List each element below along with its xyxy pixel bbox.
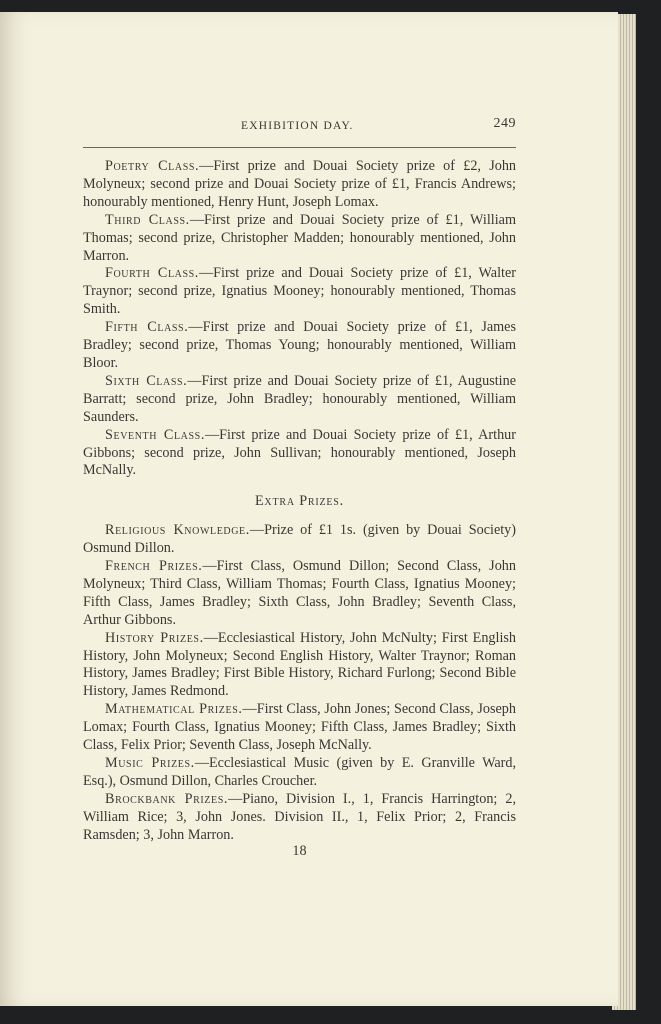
class-label: Fourth Class. bbox=[105, 265, 199, 282]
prize-label: Mathematical Prizes. bbox=[105, 701, 243, 718]
prize-label: History Prizes. bbox=[105, 629, 204, 646]
extra-prize-paragraph bbox=[83, 630, 516, 702]
prize-text: —Ecclesiastical History, John McNulty; First English History, John Molyneux; Second English History, Walter Traynor; Roman History, James Bradley; First Bible History, Richard Furlong; Second Bible History, James Redmond. bbox=[83, 629, 517, 700]
extra-prize-paragraph bbox=[83, 791, 516, 845]
extra-prize-paragraph bbox=[83, 522, 516, 558]
class-label: Poetry Class. bbox=[105, 158, 200, 174]
prize-text: —Piano, Division I., 1, Francis Harrington; 2, William Rice; 3, John Jones. Division II., 1, Felix Prior; 2, Francis Ramsden; 3, John Marron. bbox=[83, 790, 516, 843]
class-label: Sixth Class. bbox=[105, 372, 188, 389]
class-text: —First prize and Douai Society prize of £1, Arthur Gibbons; second prize, John Sullivan; honourably mentioned, Joseph McNally. bbox=[83, 426, 516, 479]
prize-text: —Ecclesiastical Music (given by E. Granville Ward, Esq.), Osmund Dillon, Charles Croucher. bbox=[83, 755, 516, 789]
class-text: —First prize and Douai Society prize of £1, Walter Traynor; second prize, Ignatius Mooney; honourably mentioned, Thomas Smith. bbox=[83, 265, 516, 318]
extra-prize-paragraph bbox=[83, 755, 516, 791]
class-prize-paragraph bbox=[83, 319, 516, 373]
class-prize-paragraph bbox=[83, 373, 516, 427]
extra-prize-paragraph bbox=[83, 558, 516, 630]
class-text: —First prize and Douai Society prize of £1, Augustine Barratt; second prize, John Bradley; honourably mentioned, William Saunders. bbox=[83, 372, 516, 425]
prize-label: Brockbank Prizes. bbox=[105, 790, 228, 807]
class-label: Fifth Class. bbox=[105, 319, 189, 336]
running-header bbox=[83, 115, 516, 135]
header-rule bbox=[83, 147, 516, 148]
class-text: —First prize and Douai Society prize of £2, John Molyneux; second prize and Douai Society prize of £1, Francis Andrews; honourably mentioned, Henry Hunt, Joseph Lomax. bbox=[83, 158, 517, 210]
class-prize-paragraph bbox=[83, 427, 516, 481]
class-prize-paragraph bbox=[83, 265, 516, 319]
page-number: 249 bbox=[493, 116, 516, 131]
class-text: —First prize and Douai Society prize of £1, William Thomas; second prize, Christopher Madden; honourably mentioned, John Marron. bbox=[83, 211, 516, 264]
prize-label: Religious Knowledge. bbox=[105, 522, 250, 539]
prize-label: French Prizes. bbox=[105, 558, 203, 575]
class-label: Third Class. bbox=[105, 211, 190, 228]
prize-text: —First Class, Osmund Dillon; Second Class, John Molyneux; Third Class, William Thomas; Fourth Class, Ignatius Mooney; Fifth Class, James Bradley; Sixth Class, John Bradley; Seventh Class, Arthur Gibbons. bbox=[83, 558, 516, 628]
class-prize-paragraph bbox=[83, 212, 516, 266]
prize-text: —Prize of £1 1s. (given by Douai Society) Osmund Dillon. bbox=[83, 522, 517, 557]
book-page bbox=[0, 12, 618, 1006]
prize-text: —First Class, John Jones; Second Class, Joseph Lomax; Fourth Class, Ignatius Mooney; Fifth Class, James Bradley; Sixth Class, Felix Prior; Seventh Class, Joseph McNally. bbox=[83, 701, 516, 754]
page-body bbox=[83, 158, 516, 860]
extra-prize-paragraph bbox=[83, 701, 516, 755]
running-title: EXHIBITION DAY. bbox=[241, 120, 354, 132]
class-label: Seventh Class. bbox=[105, 426, 205, 443]
prize-label: Music Prizes. bbox=[105, 755, 195, 771]
signature-mark: 18 bbox=[292, 842, 307, 859]
class-prize-paragraph bbox=[83, 158, 516, 212]
class-text: —First prize and Douai Society prize of £1, James Bradley; second prize, Thomas Young; honourably mentioned, William Bloor. bbox=[83, 319, 516, 371]
extra-prizes-heading: Extra Prizes. bbox=[254, 493, 345, 510]
